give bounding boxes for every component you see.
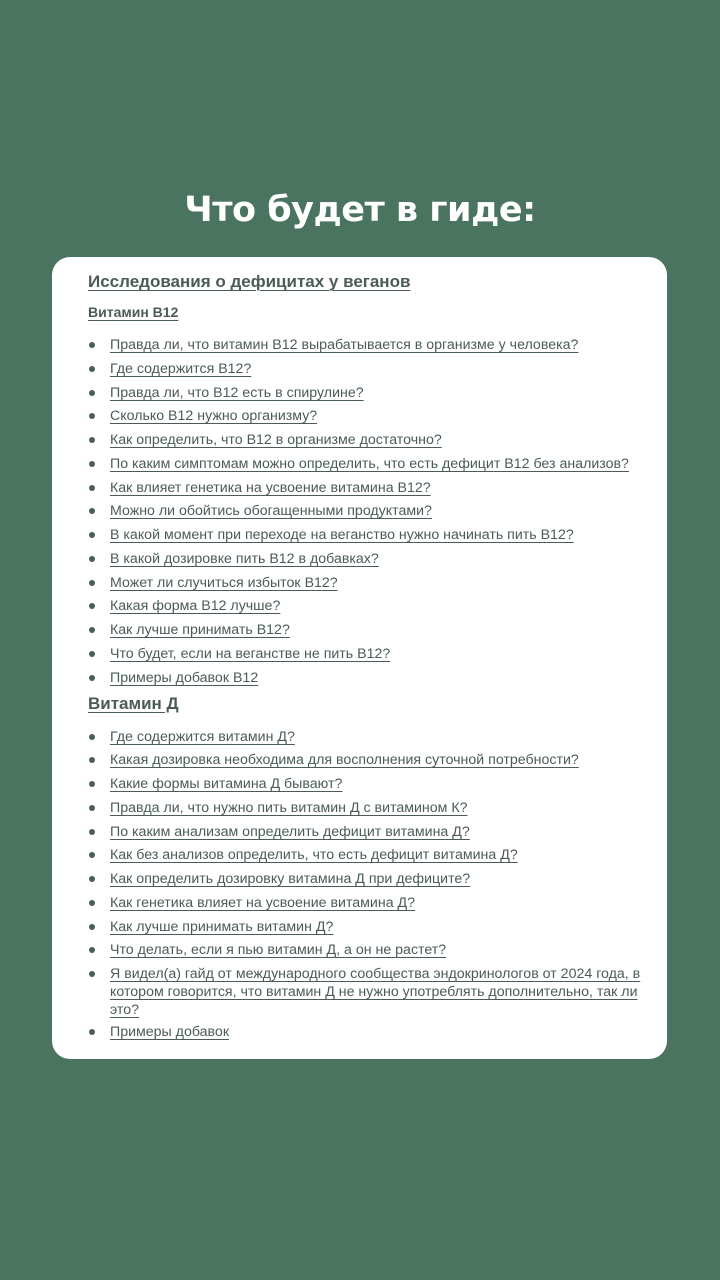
- question-link[interactable]: Примеры добавок B12: [110, 669, 259, 686]
- question-link[interactable]: Правда ли, что B12 есть в спирулине?: [110, 384, 364, 401]
- list-item: [88, 799, 651, 817]
- list-item: [88, 728, 651, 746]
- list-item: [88, 431, 651, 449]
- question-link[interactable]: Правда ли, что нужно пить витамин Д с витамином К?: [110, 799, 468, 816]
- question-link[interactable]: Что будет, если на веганстве не пить B12?: [110, 645, 391, 662]
- bullet-icon: [89, 508, 95, 514]
- bullet-icon: [89, 734, 95, 740]
- question-link[interactable]: Какая дозировка необходима для восполнения суточной потребности?: [110, 752, 579, 769]
- list-item: [88, 918, 651, 936]
- bullet-icon: [89, 1029, 95, 1035]
- bullet-icon: [89, 485, 95, 491]
- page-title: Что будет в гиде:: [184, 190, 536, 230]
- question-link[interactable]: Какая форма B12 лучше?: [110, 598, 281, 615]
- list-item: [88, 336, 651, 354]
- question-link[interactable]: По каким анализам определить дефицит витамина Д?: [110, 823, 470, 840]
- list-item: [88, 550, 651, 568]
- question-link[interactable]: Можно ли обойтись обогащенными продуктами?: [110, 503, 432, 520]
- bullet-icon: [89, 556, 95, 562]
- question-link[interactable]: Я видел(а) гайд от международного сообщества эндокринологов от 2024 года, в котором говорится, что витамин Д не нужно употреблять дополнительно, так ли это?: [110, 966, 641, 1018]
- bullet-icon: [89, 924, 95, 930]
- bullet-icon: [89, 852, 95, 858]
- list-item: [88, 965, 651, 1019]
- list-item: [88, 941, 651, 959]
- card-heading[interactable]: Исследования о дефицитах у веганов: [88, 272, 411, 291]
- question-link[interactable]: Может ли случиться избыток B12?: [110, 574, 338, 591]
- list-item: [88, 479, 651, 497]
- bullet-icon: [89, 532, 95, 538]
- bullet-icon: [89, 461, 95, 467]
- list-item: [88, 597, 651, 615]
- question-link[interactable]: Как определить, что B12 в организме достаточно?: [110, 432, 442, 448]
- section-title-b12[interactable]: Витамин B12: [88, 304, 179, 320]
- list-item: [88, 645, 651, 663]
- bullet-icon: [89, 342, 95, 348]
- bullet-icon: [89, 437, 95, 443]
- bullet-icon: [89, 876, 95, 882]
- question-link[interactable]: Какие формы витамина Д бывают?: [110, 776, 343, 792]
- bullet-icon: [89, 413, 95, 419]
- question-link[interactable]: Примеры добавок: [110, 1024, 230, 1040]
- list-item: [88, 407, 651, 425]
- bullet-icon: [89, 580, 95, 586]
- list-item: [88, 846, 651, 864]
- bullet-icon: [89, 675, 95, 681]
- question-link[interactable]: Как генетика влияет на усвоение витамина Д?: [110, 894, 416, 911]
- bullet-icon: [89, 651, 95, 657]
- bullet-icon: [89, 947, 95, 953]
- list-item: [88, 526, 651, 544]
- bullet-icon: [89, 900, 95, 906]
- list-item: [88, 455, 651, 473]
- list-item: [88, 360, 651, 378]
- bullet-icon: [89, 805, 95, 811]
- bullet-icon: [89, 366, 95, 372]
- question-link[interactable]: Как определить дозировку витамина Д при дефиците?: [110, 871, 471, 887]
- bullet-icon: [89, 627, 95, 633]
- section-title-vitamin-d[interactable]: Витамин Д: [88, 693, 179, 713]
- list-item: [88, 384, 651, 402]
- question-link[interactable]: Как лучше принимать B12?: [110, 622, 290, 638]
- b12-question-list: [88, 336, 651, 687]
- question-link[interactable]: В какой момент при переходе на веганство нужно начинать пить B12?: [110, 527, 574, 543]
- list-item: [88, 751, 651, 769]
- list-item: [88, 894, 651, 912]
- list-item: [88, 823, 651, 841]
- question-link[interactable]: Сколько B12 нужно организму?: [110, 408, 318, 425]
- vitamin-d-question-list: [88, 728, 651, 1042]
- bullet-icon: [89, 757, 95, 763]
- bullet-icon: [89, 829, 95, 835]
- question-link[interactable]: Как без анализов определить, что есть дефицит витамина Д?: [110, 847, 518, 864]
- list-item: [88, 669, 651, 687]
- question-link[interactable]: Что делать, если я пью витамин Д, а он не растет?: [110, 942, 447, 959]
- question-link[interactable]: Как влияет генетика на усвоение витамина B12?: [110, 479, 431, 496]
- question-link[interactable]: Как лучше принимать витамин Д?: [110, 918, 334, 935]
- bullet-icon: [89, 781, 95, 787]
- question-link[interactable]: Правда ли, что витамин B12 вырабатывается в организме у человека?: [110, 337, 579, 353]
- list-item: [88, 574, 651, 592]
- bullet-icon: [89, 971, 95, 977]
- question-link[interactable]: Где содержится B12?: [110, 360, 252, 377]
- question-link[interactable]: Где содержится витамин Д?: [110, 728, 295, 745]
- question-link[interactable]: В какой дозировке пить B12 в добавках?: [110, 550, 379, 567]
- list-item: [88, 775, 651, 793]
- list-item: [88, 502, 651, 520]
- list-item: [88, 870, 651, 888]
- list-item: [88, 1023, 651, 1041]
- bullet-icon: [89, 603, 95, 609]
- question-link[interactable]: По каким симптомам можно определить, что есть дефицит B12 без анализов?: [110, 455, 629, 472]
- bullet-icon: [89, 390, 95, 396]
- list-item: [88, 621, 651, 639]
- guide-contents-card: [52, 257, 667, 1059]
